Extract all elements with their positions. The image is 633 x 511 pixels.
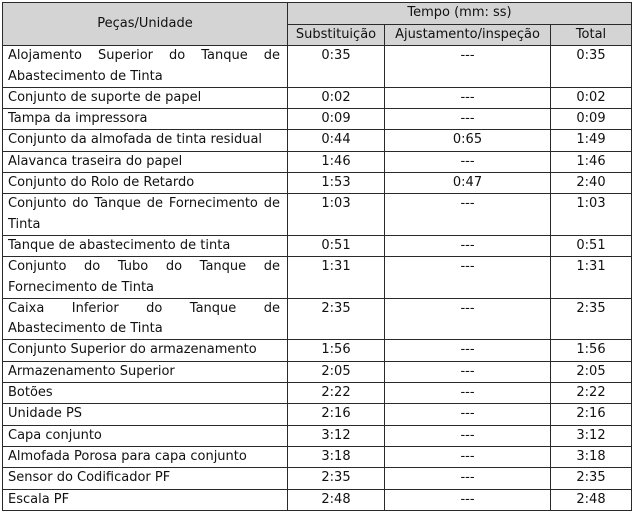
replacement-time-cell: 2:16 <box>288 404 385 425</box>
replacement-time-cell: 2:22 <box>288 383 385 404</box>
header-time: Tempo (mm: ss) <box>288 3 632 25</box>
total-time-cell: 1:31 <box>551 257 632 299</box>
table-row <box>3 109 632 130</box>
table-row <box>3 87 632 108</box>
replacement-time-cell: 2:35 <box>288 468 385 489</box>
adjustment-time-cell: --- <box>385 361 551 382</box>
header-adjustment: Ajustamento/inspeção <box>385 25 551 46</box>
table-row <box>3 361 632 382</box>
part-name-cell: Tanque de abastecimento de tinta <box>3 235 288 256</box>
total-time-cell: 2:40 <box>551 173 632 194</box>
table-row <box>3 446 632 467</box>
replacement-time-cell: 0:51 <box>288 235 385 256</box>
table-body <box>3 46 632 511</box>
table-row <box>3 340 632 361</box>
total-time-cell: 0:35 <box>551 46 632 88</box>
total-time-cell: 1:03 <box>551 194 632 236</box>
part-name-cell: Escala PF <box>3 489 288 510</box>
adjustment-time-cell: --- <box>385 194 551 236</box>
replacement-time-cell: 1:31 <box>288 257 385 299</box>
total-time-cell: 2:16 <box>551 404 632 425</box>
total-time-cell: 3:12 <box>551 425 632 446</box>
header-parts: Peças/Unidade <box>3 3 288 46</box>
adjustment-time-cell: --- <box>385 489 551 510</box>
parts-time-table <box>2 2 632 511</box>
part-name-cell: Armazenamento Superior <box>3 361 288 382</box>
replacement-time-cell: 1:46 <box>288 151 385 172</box>
total-time-cell: 2:35 <box>551 298 632 340</box>
table-row <box>3 173 632 194</box>
replacement-time-cell: 0:02 <box>288 87 385 108</box>
total-time-cell: 3:18 <box>551 446 632 467</box>
total-time-cell: 0:51 <box>551 235 632 256</box>
adjustment-time-cell: --- <box>385 151 551 172</box>
total-time-cell: 2:48 <box>551 489 632 510</box>
replacement-time-cell: 0:44 <box>288 130 385 151</box>
replacement-time-cell: 2:48 <box>288 489 385 510</box>
table-header <box>3 3 632 46</box>
part-name-cell: Botões <box>3 383 288 404</box>
part-name-cell: Conjunto do Tanque de Fornecimento de Tinta <box>3 194 288 236</box>
adjustment-time-cell: --- <box>385 257 551 299</box>
total-time-cell: 0:09 <box>551 109 632 130</box>
table-row <box>3 130 632 151</box>
table-row <box>3 46 632 88</box>
replacement-time-cell: 1:53 <box>288 173 385 194</box>
adjustment-time-cell: --- <box>385 109 551 130</box>
adjustment-time-cell: --- <box>385 235 551 256</box>
total-time-cell: 2:05 <box>551 361 632 382</box>
part-name-cell: Sensor do Codificador PF <box>3 468 288 489</box>
part-name-cell: Tampa da impressora <box>3 109 288 130</box>
adjustment-time-cell: 0:47 <box>385 173 551 194</box>
total-time-cell: 1:56 <box>551 340 632 361</box>
adjustment-time-cell: --- <box>385 87 551 108</box>
replacement-time-cell: 3:12 <box>288 425 385 446</box>
table-row <box>3 425 632 446</box>
table-row <box>3 194 632 236</box>
adjustment-time-cell: --- <box>385 404 551 425</box>
part-name-cell: Conjunto do Rolo de Retardo <box>3 173 288 194</box>
table-row <box>3 468 632 489</box>
table-row <box>3 257 632 299</box>
adjustment-time-cell: --- <box>385 340 551 361</box>
total-time-cell: 1:49 <box>551 130 632 151</box>
adjustment-time-cell: --- <box>385 383 551 404</box>
replacement-time-cell: 3:18 <box>288 446 385 467</box>
adjustment-time-cell: 0:65 <box>385 130 551 151</box>
adjustment-time-cell: --- <box>385 46 551 88</box>
header-replacement: Substituição <box>288 25 385 46</box>
header-total: Total <box>551 25 632 46</box>
table-row <box>3 298 632 340</box>
part-name-cell: Conjunto da almofada de tinta residual <box>3 130 288 151</box>
part-name-cell: Alavanca traseira do papel <box>3 151 288 172</box>
header-row-top <box>3 3 632 25</box>
part-name-cell: Unidade PS <box>3 404 288 425</box>
part-name-cell: Almofada Porosa para capa conjunto <box>3 446 288 467</box>
table-row <box>3 404 632 425</box>
total-time-cell: 1:46 <box>551 151 632 172</box>
part-name-cell: Caixa Inferior do Tanque de Abastecimento de Tinta <box>3 298 288 340</box>
adjustment-time-cell: --- <box>385 298 551 340</box>
replacement-time-cell: 2:35 <box>288 298 385 340</box>
part-name-cell: Conjunto Superior do armazenamento <box>3 340 288 361</box>
replacement-time-cell: 0:09 <box>288 109 385 130</box>
replacement-time-cell: 2:05 <box>288 361 385 382</box>
part-name-cell: Conjunto de suporte de papel <box>3 87 288 108</box>
part-name-cell: Capa conjunto <box>3 425 288 446</box>
replacement-time-cell: 1:03 <box>288 194 385 236</box>
total-time-cell: 2:22 <box>551 383 632 404</box>
adjustment-time-cell: --- <box>385 446 551 467</box>
adjustment-time-cell: --- <box>385 468 551 489</box>
total-time-cell: 2:35 <box>551 468 632 489</box>
replacement-time-cell: 0:35 <box>288 46 385 88</box>
total-time-cell: 0:02 <box>551 87 632 108</box>
part-name-cell: Conjunto do Tubo do Tanque de Fornecimento de Tinta <box>3 257 288 299</box>
replacement-time-cell: 1:56 <box>288 340 385 361</box>
part-name-cell: Alojamento Superior do Tanque de Abastecimento de Tinta <box>3 46 288 88</box>
table-row <box>3 151 632 172</box>
table-row <box>3 383 632 404</box>
table-row <box>3 489 632 510</box>
adjustment-time-cell: --- <box>385 425 551 446</box>
table-row <box>3 235 632 256</box>
